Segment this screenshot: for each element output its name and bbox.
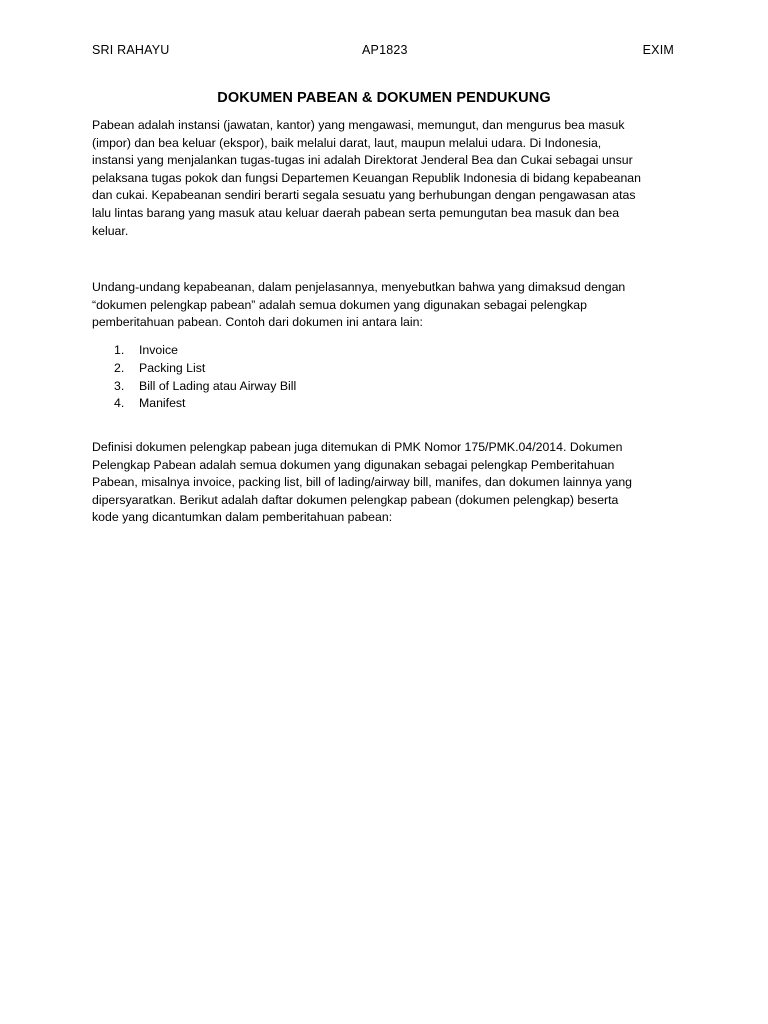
- paragraph-undang-undang: [92, 279, 682, 332]
- paragraph-line: Pabean, misalnya invoice, packing list, bill of lading/airway bill, manifes, dan dokumen lainnya yang: [92, 475, 632, 490]
- paragraph-line: “dokumen pelengkap pabean” adalah semua dokumen yang digunakan sebagai pelengkap: [92, 297, 587, 312]
- paragraph-line: lalu lintas barang yang masuk atau keluar daerah pabean serta pemungutan bea masuk dan bea: [92, 205, 620, 220]
- list-item-text: Bill of Lading atau Airway Bill: [139, 378, 297, 393]
- page-header: [92, 43, 676, 61]
- list-item: [114, 360, 296, 378]
- list-item-number: 2.: [114, 360, 125, 375]
- header-author: SRI RAHAYU: [92, 43, 170, 57]
- document-title: DOKUMEN PABEAN & DOKUMEN PENDUKUNG: [217, 90, 551, 106]
- paragraph-line: Pelengkap Pabean adalah semua dokumen yang digunakan sebagai pelengkap Pemberitahuan: [92, 457, 615, 472]
- list-item-text: Packing List: [139, 360, 206, 375]
- paragraph-line: dipersyaratkan. Berikut adalah daftar dokumen pelengkap pabean (dokumen pelengkap) beserta: [92, 492, 619, 507]
- header-code: AP1823: [362, 43, 408, 57]
- list-item-number: 4.: [114, 396, 125, 411]
- paragraph-pabean-definition: [92, 117, 682, 240]
- paragraph-line: kode yang dicantumkan dalam pemberitahuan pabean:: [92, 510, 393, 525]
- list-item-text: Invoice: [139, 343, 178, 357]
- document-list: [114, 342, 296, 413]
- paragraph-line: (impor) dan bea keluar (ekspor), baik melalui darat, laut, maupun melalui udara. Di Indonesia,: [92, 135, 602, 150]
- list-item: [114, 395, 296, 413]
- paragraph-pmk-definition: [92, 439, 682, 527]
- paragraph-line: Undang-undang kepabeanan, dalam penjelasannya, menyebutkan bahwa yang dimaksud dengan: [92, 280, 626, 294]
- list-item-number: 3.: [114, 378, 125, 393]
- list-item: [114, 378, 296, 396]
- list-item-number: 1.: [114, 343, 125, 357]
- paragraph-line: Definisi dokumen pelengkap pabean juga ditemukan di PMK Nomor 175/PMK.04/2014. Dokumen: [92, 440, 623, 454]
- paragraph-line: pelaksana tugas pokok dan fungsi Departemen Keuangan Republik Indonesia di bidang kepabeanan: [92, 170, 641, 185]
- list-item-text: Manifest: [139, 396, 186, 411]
- list-item: [114, 342, 296, 360]
- paragraph-line: Pabean adalah instansi (jawatan, kantor) yang mengawasi, memungut, dan mengurus bea masuk: [92, 118, 625, 132]
- paragraph-line: keluar.: [92, 223, 129, 238]
- paragraph-line: instansi yang menjalankan tugas-tugas ini adalah Direktorat Jenderal Bea dan Cukai sebagai unsur: [92, 153, 633, 168]
- header-subject: EXIM: [642, 43, 674, 57]
- paragraph-line: pemberitahuan pabean. Contoh dari dokumen ini antara lain:: [92, 315, 423, 330]
- paragraph-line: dan cukai. Kepabeanan sendiri berarti segala sesuatu yang berhubungan dengan pengawasan atas: [92, 188, 636, 203]
